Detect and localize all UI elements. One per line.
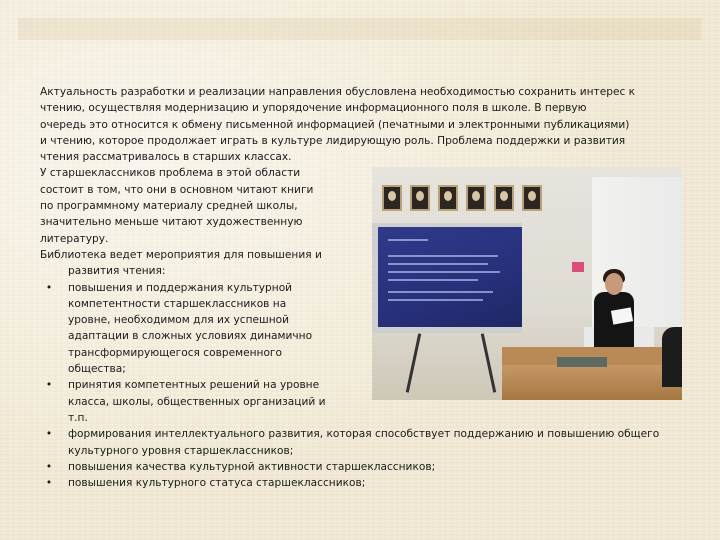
- problem-paragraph: [40, 165, 370, 246]
- intro-line: и чтению, которое продолжает играть в культуре лидирующую роль. Проблема поддержки и развития: [40, 134, 626, 147]
- bullet-line: повышения и поддержания культурной: [68, 281, 293, 294]
- intro-line: Актуальность разработки и реализации направления обусловлена необходимостью сохранить интерес к: [40, 86, 636, 98]
- problem-line: литературу.: [40, 232, 109, 245]
- bullet-line: адаптации в сложных условиях динамично: [68, 330, 313, 343]
- bullet-item: [40, 426, 702, 459]
- events-paragraph: [40, 247, 370, 280]
- bullet-line: компетентности старшеклассников на: [68, 297, 287, 310]
- bullet-line: уровне, необходимом для их успешной: [68, 314, 290, 327]
- classroom-photo: [372, 167, 682, 400]
- portrait-frame: [522, 185, 542, 211]
- intro-line: чтения рассматривалось в старших классах.: [40, 151, 292, 164]
- desk-front: [502, 365, 682, 400]
- bullet-icon: •: [45, 379, 53, 392]
- events-line: Библиотека ведет мероприятия для повышения и: [40, 248, 322, 261]
- bullet-icon: •: [45, 460, 53, 473]
- bullet-item: [40, 475, 702, 491]
- intro-paragraph: [40, 84, 702, 165]
- bullet-line: т.п.: [68, 411, 88, 424]
- bullet-icon: •: [45, 477, 53, 490]
- problem-line: значительно меньше читают художественную: [40, 216, 303, 229]
- bullet-icon: •: [45, 428, 53, 441]
- projection-screen: [378, 227, 522, 327]
- bullet-icon: •: [45, 281, 53, 294]
- events-line: развития чтения:: [68, 265, 166, 278]
- seated-figure: [662, 327, 682, 387]
- portrait-frame: [494, 185, 514, 211]
- bullet-item: [40, 459, 702, 475]
- desk-box: [557, 357, 607, 367]
- bullet-line: формирования интеллектуального развития, которая способствует поддержанию и повышению общего: [68, 428, 660, 441]
- bullet-line: культурного уровня старшеклассников;: [68, 444, 294, 457]
- bullet-line: трансформирующегося современного: [68, 346, 282, 359]
- bullet-line: общества;: [68, 363, 126, 376]
- problem-line: по программному материалу средней школы,: [40, 200, 298, 213]
- bullet-line: повышения качества культурной активности старшеклассников;: [68, 460, 436, 473]
- bullet-line: принятия компетентных решений на уровне: [68, 379, 320, 392]
- poster: [572, 262, 584, 272]
- speaker-head: [605, 273, 623, 295]
- portrait-frame: [410, 185, 430, 211]
- portrait-frame: [382, 185, 402, 211]
- problem-line: У старшеклассников проблема в этой области: [40, 167, 301, 180]
- intro-line: чтению, осуществляя модернизацию и упорядочение информационного поля в школе. В первую: [40, 102, 587, 115]
- bullet-line: класса, школы, общественных организаций и: [68, 395, 326, 408]
- bullet-line: повышения культурного статуса старшеклассников;: [68, 477, 366, 490]
- bullet-item: [40, 377, 398, 426]
- intro-line: очередь это относится к обмену письменной информацией (печатными и электронными публикациями): [40, 118, 630, 131]
- portrait-frame: [438, 185, 458, 211]
- portrait-frame: [466, 185, 486, 211]
- problem-line: состоит в том, что они в основном читают книги: [40, 183, 314, 196]
- bullet-item: [40, 280, 398, 378]
